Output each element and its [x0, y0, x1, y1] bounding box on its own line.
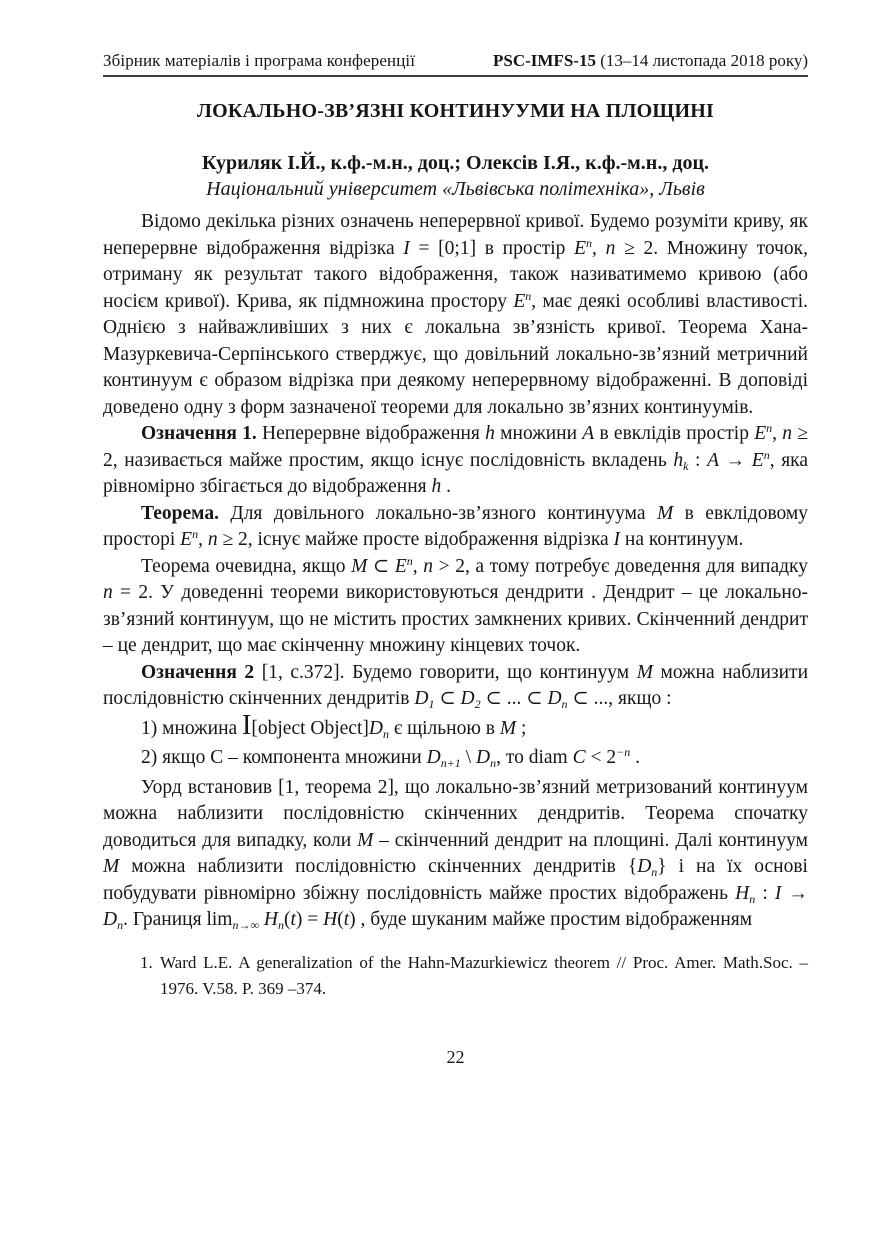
paragraph: 1) множина I[object $Object]D_n$ є щільною в M ; — [141, 709, 527, 741]
paragraph: 2) якщо С – компонента множини $D_{n+1}$ \ $D_n$, то diam $C < 2^{-n}$ . — [141, 745, 640, 770]
paper-title: ЛОКАЛЬНО-ЗВ’ЯЗНІ КОНТИНУУМИ НА ПЛОЩИНІ — [196, 100, 715, 122]
document-body — [103, 209, 808, 934]
reference-item — [103, 950, 808, 1002]
references-list — [103, 950, 808, 1002]
paragraph: Означення 2 [1, с.372]. Будемо говорити, що континуум M можна наблизити послідовністю скінченних дендритів $D_1$ ⊂ $D_2$ ⊂ ... ⊂ $D_n$ ⊂ ..., якщо : — [103, 661, 809, 711]
header-conference-date: (13–14 листопада 2018 року) — [595, 51, 808, 70]
running-header — [103, 0, 808, 71]
page-number: 22 — [446, 1046, 465, 1067]
paragraph: Уорд встановив [1, теорема 2], що локально-зв’язний метризований континуум можна наблизити послідовністю скінченних дендритів. Теорема спочатку доводиться для випадку, коли M – скінченний дендрит на площині. Далі континуум M можна наблизити послідовністю скінченних дендритів $\{D_n\}$ і на їх основі побудувати рівномірно збіжну послідовність майже простих відображень $H_n$ : $I \to D_n$. Границя $\lim_{n\to\infty} H_n(t) = H(t)$ , буде шуканим майже простим відображенням — [103, 776, 809, 932]
header-conference-code: PSC-IMFS-15 — [493, 51, 596, 70]
paragraph: Теорема. Для довільного локально-зв’язного континуума M в евклідовому просторі $E^n$, n ≥ 2, існує майже просте відображення відрізка I на континуум. — [103, 502, 809, 550]
affiliation-line: Національний університет «Львівська політехніка», Львів — [206, 178, 705, 200]
paragraph: Означення 1. Неперервне відображення h множини A в евклідів простір $E^n$, n ≥ 2, називається майже простим, якщо існує послідовність вкладень $h_k$ : $A \to E^n$, яка рівномірно збігається до відображення h . — [103, 421, 809, 497]
reference-marker: 1. — [140, 952, 153, 972]
paragraph: Відомо декілька різних означень неперервної кривої. Будемо розуміти криву, як неперервне відображення відрізка I = [0;1] в простір $E^n$, n ≥ 2. Множину точок, отриману як результат такого відображення, також називатимемо кривою (або носієм кривої). Крива, як підмножина простору $E^n$, має деякі особливі властивості. Однією з найважливіших з них є локальна зв’язність кривої. Теорема Хана-Мазуркевича-Серпінського стверджує, що довільний локально-зв’язний метричний континуум є образом відрізка при деякому неперервному відображенні. В доповіді доведено одну з форм зазначеної теореми для локально зв’язних континуумів. — [103, 211, 809, 418]
header-right — [493, 51, 808, 71]
reference-text: Ward L.E. A generalization of the Hahn-Mazurkiewicz theorem // Proc. Amer. Math.Soc. – 1976. V.58. P. 369 –374. — [160, 952, 808, 998]
header-left: Збірник матеріалів і програма конференції — [103, 51, 416, 70]
header-rule — [103, 75, 808, 77]
paragraph: Теорема очевидна, якщо M ⊂ $E^n$, n > 2, а тому потребує доведення для випадку n = 2. У доведенні теореми використовуються дендрити . Дендрит – це локально-зв’язний континуум, що не містить простих замкнених кривих. Скінченний дендрит – це дендрит, що має скінченну множину кінцевих точок. — [103, 553, 808, 656]
authors-line: Куриляк І.Й., к.ф.-м.н., доц.; Олексів І.Я., к.ф.-м.н., доц. — [202, 152, 709, 174]
content-area — [103, 0, 808, 1068]
